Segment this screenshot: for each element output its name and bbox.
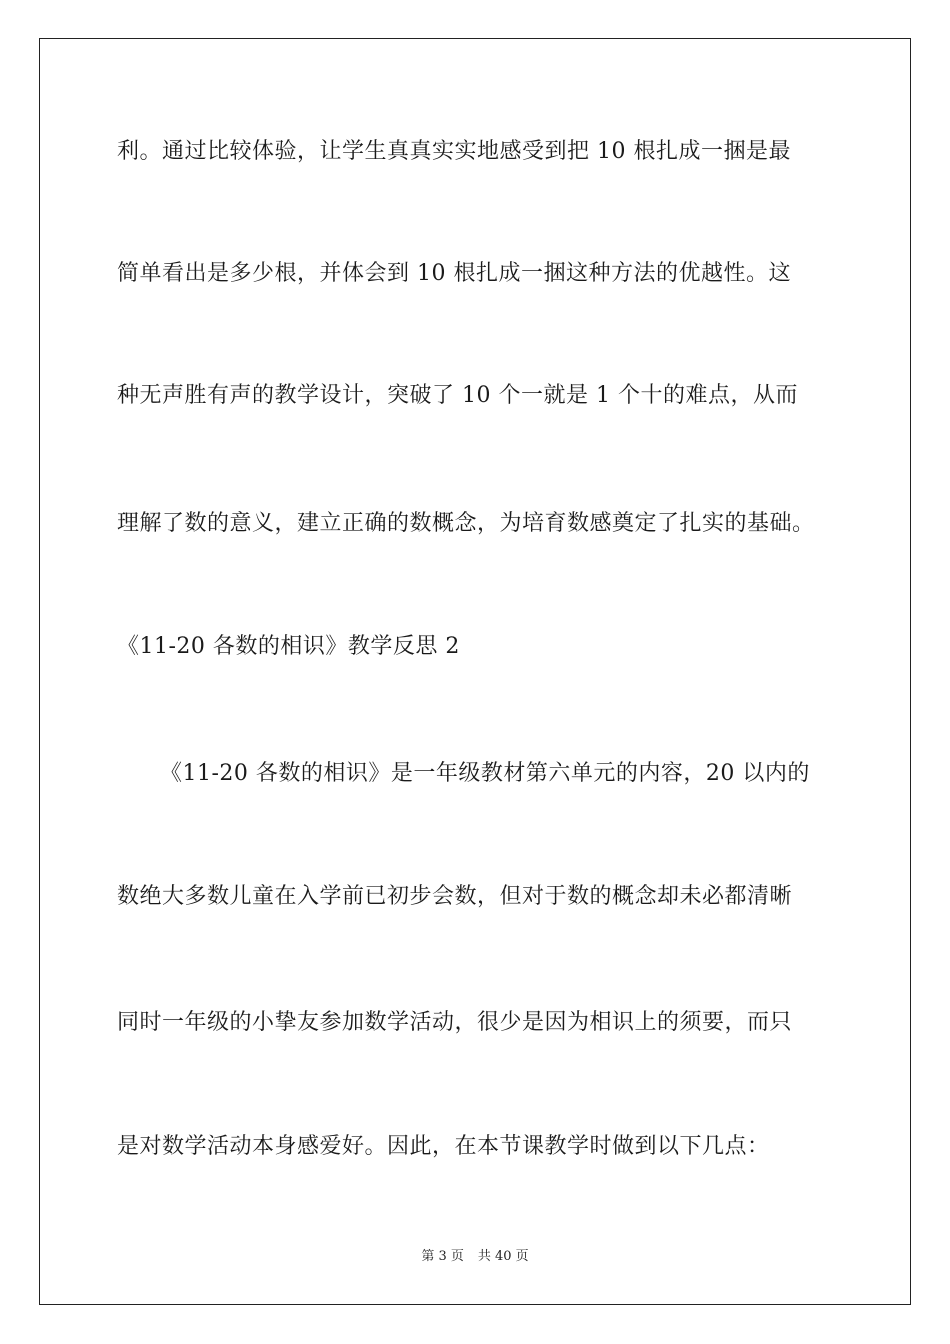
body-text-line: 简单看出是多少根，并体会到 10 根扎成一捆这种方法的优越性。这 [117,261,791,286]
body-text-line: 理解了数的意义，建立正确的数概念，为培育数感奠定了扎实的基础。 [117,511,815,536]
body-text-line: 数绝大多数儿童在入学前已初步会数，但对于数的概念却未必都清晰 [117,884,793,909]
body-text-line: 同时一年级的小挚友参加数学活动，很少是因为相识上的须要，而只 [117,1010,793,1035]
body-text-line: 种无声胜有声的教学设计，突破了 10 个一就是 1 个十的难点，从而 [117,383,798,408]
page-footer [0,1248,950,1266]
body-text-line: 利。通过比较体验，让学生真真实实地感受到把 10 根扎成一捆是最 [117,139,791,164]
body-text-line: 是对数学活动本身感爱好。因此，在本节课教学时做到以下几点： [117,1134,770,1159]
section-heading: 《11-20 各数的相识》教学反思 2 [117,634,460,659]
body-text-line: 《11-20 各数的相识》是一年级教材第六单元的内容，20 以内的 [160,761,810,786]
page-number: 第 3 页 [421,1249,464,1264]
page-border [39,38,911,1305]
page-total: 共 40 页 [477,1249,529,1264]
